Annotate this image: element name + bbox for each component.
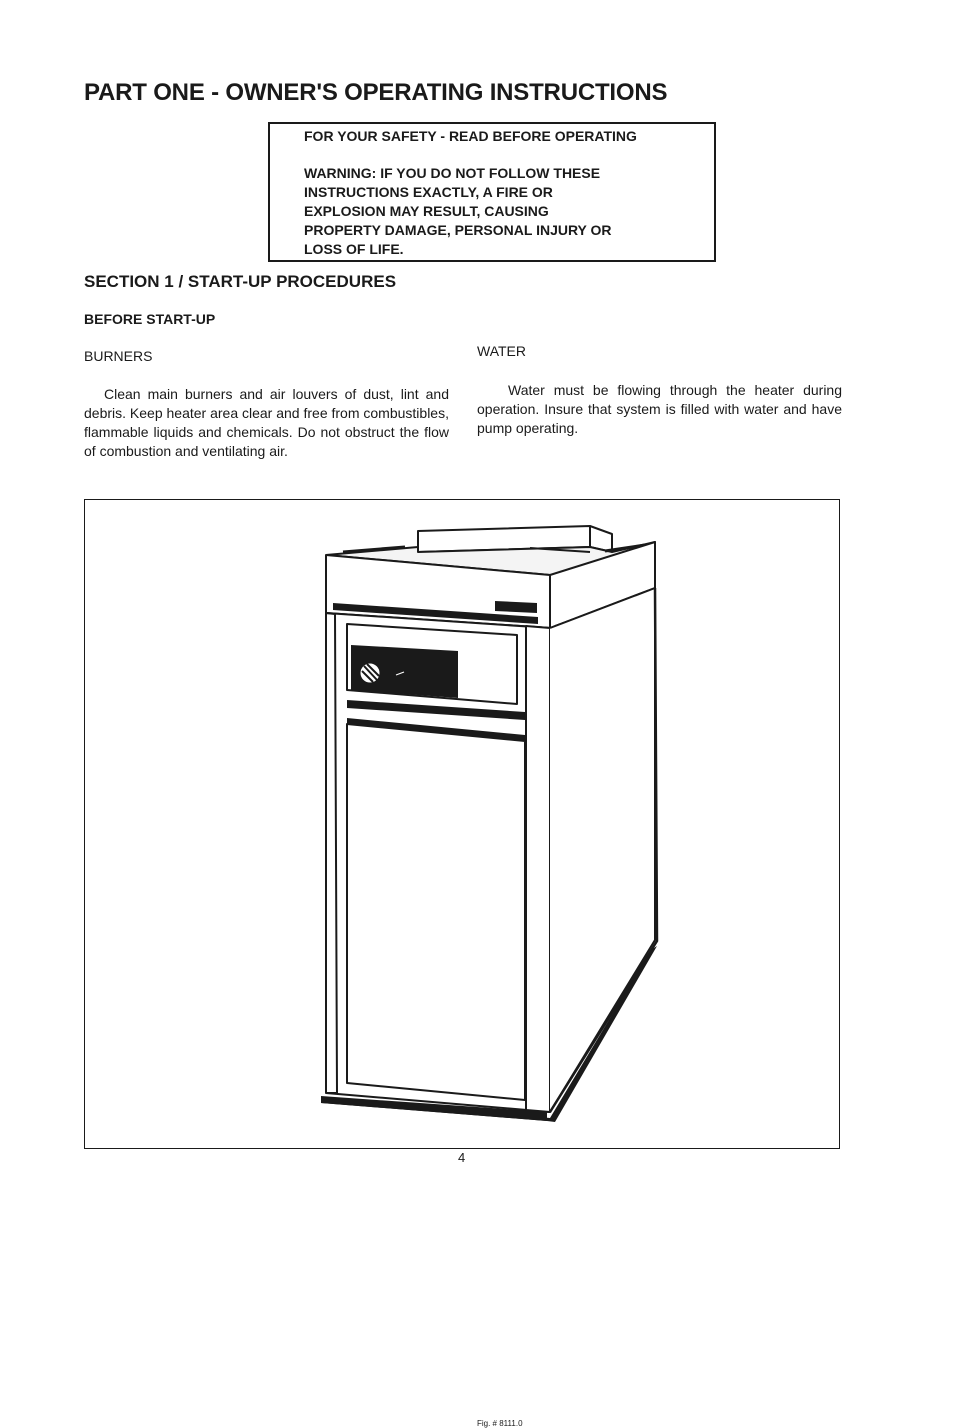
warning-line: INSTRUCTIONS EXACTLY, A FIRE OR <box>304 184 553 200</box>
water-paragraph: Water must be flowing through the heater during operation. Insure that system is filled with water and have pump operating. <box>477 382 842 436</box>
figure-label: Fig. # 8111.0 <box>477 1419 523 1428</box>
figure-frame <box>84 499 840 1428</box>
warning-line: LOSS OF LIFE. <box>304 241 404 257</box>
warning-text <box>304 164 704 259</box>
subsection-title: BEFORE START-UP <box>84 311 216 327</box>
warning-line: PROPERTY DAMAGE, PERSONAL INJURY OR <box>304 222 612 238</box>
safety-warning-box <box>268 122 716 262</box>
water-heading: WATER <box>477 343 526 359</box>
burners-paragraph: Clean main burners and air louvers of dust, lint and debris. Keep heater area clear and free from combustibles, flammable liquids and chemicals. Do not obstruct the flow of combustion and ventilating air. <box>84 386 449 459</box>
heater-illustration-icon <box>85 500 841 1150</box>
burners-heading: BURNERS <box>84 348 153 364</box>
warning-heading: FOR YOUR SAFETY - READ BEFORE OPERATING <box>304 128 637 144</box>
page-title: PART ONE - OWNER'S OPERATING INSTRUCTIONS <box>84 79 668 106</box>
warning-line: EXPLOSION MAY RESULT, CAUSING <box>304 203 549 219</box>
page-number: 4 <box>458 1150 466 1165</box>
warning-line: WARNING: IF YOU DO NOT FOLLOW THESE <box>304 165 601 181</box>
section-title: SECTION 1 / START-UP PROCEDURES <box>84 272 397 291</box>
